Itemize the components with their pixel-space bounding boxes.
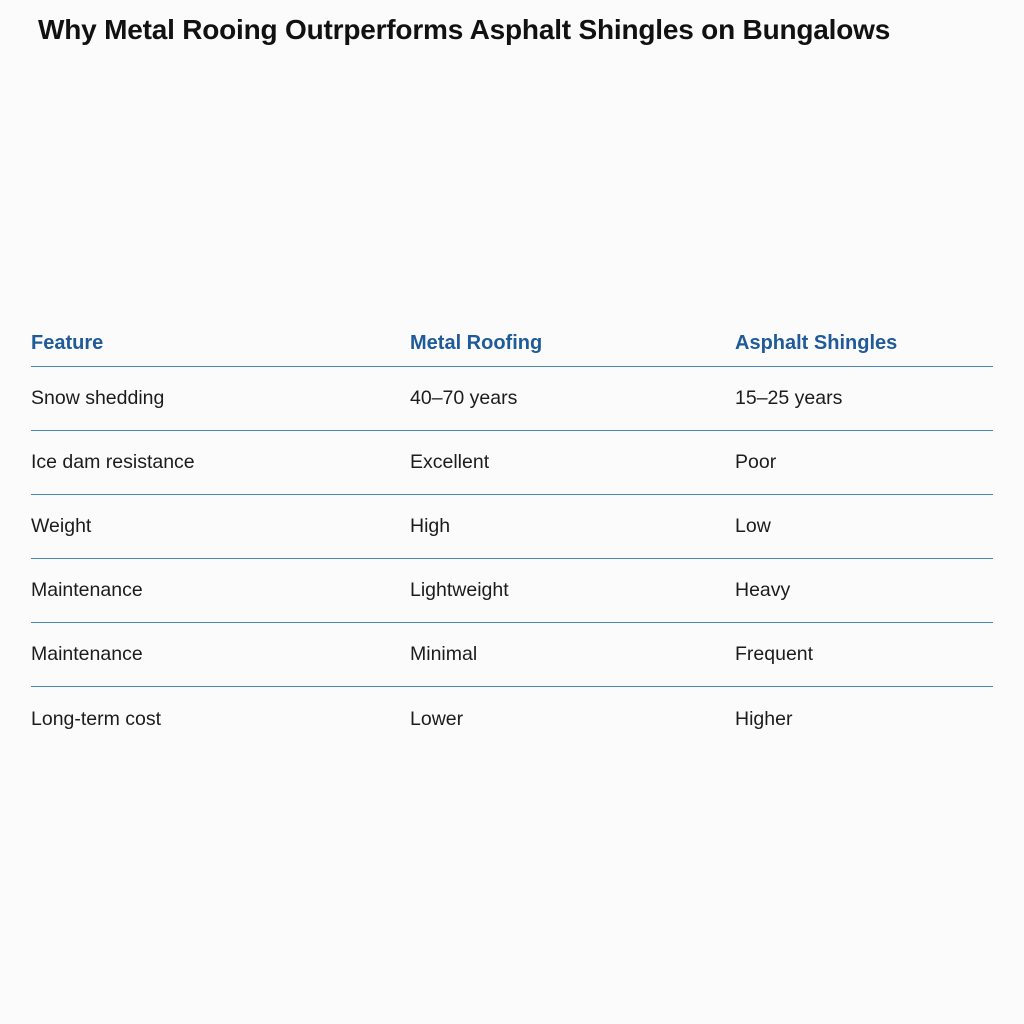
asphalt-cell: Frequent bbox=[735, 643, 814, 665]
asphalt-cell: Heavy bbox=[735, 579, 791, 601]
metal-cell: Lightweight bbox=[410, 579, 509, 601]
column-header-metal-roofing: Metal Roofing bbox=[410, 332, 543, 354]
table-row bbox=[31, 623, 993, 687]
table-row bbox=[31, 559, 993, 623]
table-row bbox=[31, 495, 993, 559]
metal-cell: High bbox=[410, 515, 451, 537]
column-header-asphalt-shingles: Asphalt Shingles bbox=[735, 332, 898, 354]
table-row bbox=[31, 687, 993, 751]
table-row bbox=[31, 431, 993, 495]
metal-cell: Excellent bbox=[410, 451, 490, 473]
feature-cell: Snow shedding bbox=[31, 387, 165, 409]
feature-cell: Long-term cost bbox=[31, 707, 162, 730]
asphalt-cell: Poor bbox=[735, 451, 777, 473]
comparison-table bbox=[31, 323, 993, 751]
asphalt-cell: Low bbox=[735, 515, 771, 537]
asphalt-cell: 15–25 years bbox=[735, 387, 843, 409]
table-row bbox=[31, 367, 993, 431]
column-header-feature: Feature bbox=[31, 332, 104, 354]
metal-cell: Minimal bbox=[410, 643, 478, 665]
asphalt-cell: Higher bbox=[735, 707, 793, 730]
metal-cell: 40–70 years bbox=[410, 387, 518, 409]
metal-cell: Lower bbox=[410, 707, 464, 730]
feature-cell: Ice dam resistance bbox=[31, 451, 195, 473]
feature-cell: Weight bbox=[31, 515, 92, 537]
feature-cell: Maintenance bbox=[31, 643, 143, 665]
feature-cell: Maintenance bbox=[31, 579, 143, 601]
page-title: Why Metal Rooing Outrperforms Asphalt Shingles on Bungalows bbox=[38, 14, 891, 45]
table-header-row bbox=[31, 323, 993, 367]
